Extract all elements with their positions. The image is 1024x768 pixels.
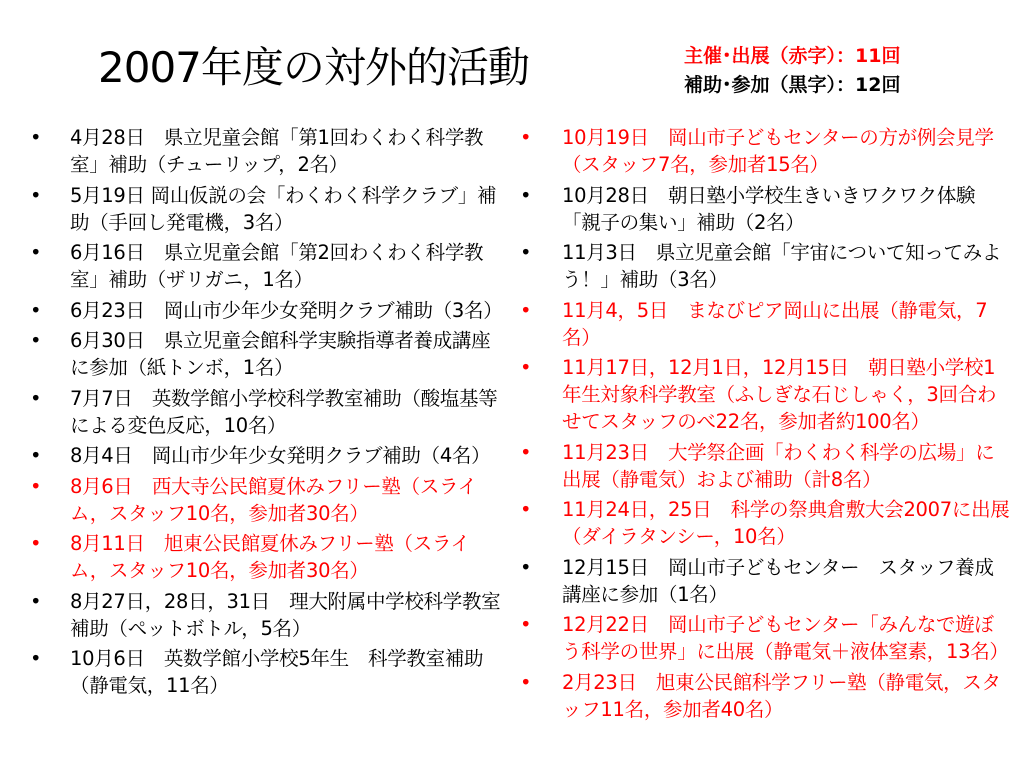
list-item xyxy=(30,442,505,469)
list-item xyxy=(30,327,505,381)
item-text: 7月7日 英数学館小学校科学教室補助（酸塩基等による変色反応，10名） xyxy=(70,386,498,437)
item-text: 8月4日 岡山市少年少女発明クラブ補助（4名） xyxy=(70,444,491,467)
list-item xyxy=(520,354,1010,435)
item-text: 11月3日 県立児童会館「宇宙について知ってみよう！」補助（3名） xyxy=(562,241,1002,291)
bullet-icon: • xyxy=(30,241,42,264)
item-text: 6月30日 県立児童会館科学実験指導者養成講座に参加（紙トンボ，1名） xyxy=(70,329,491,379)
list-item xyxy=(520,554,1010,608)
list-item xyxy=(520,239,1010,293)
list-item xyxy=(30,588,505,642)
bullet-icon: • xyxy=(30,589,42,613)
bullet-icon: • xyxy=(520,356,532,379)
legend-assisted: 補助･参加（黒字）：12回 xyxy=(684,74,901,96)
item-text: 12月22日 岡山市子どもセンター「みんなで遊ぼう科学の世界」に出展（静電気＋液体窒素，13名） xyxy=(562,613,1009,663)
item-text: 10月6日 英数学館小学校5年生 科学教室補助（静電気，11名） xyxy=(70,647,484,697)
list-item xyxy=(30,239,505,293)
list-item xyxy=(30,530,505,584)
activity-list-left xyxy=(30,124,505,703)
bullet-icon: • xyxy=(520,613,532,636)
bullet-icon: • xyxy=(30,386,42,410)
item-text: 11月17日，12月1日，12月15日 朝日塾小学校1年生対象科学教室（ふしぎな石じしゃく，3回合わせてスタッフのべ22名，参加者約100名） xyxy=(562,356,997,433)
bullet-icon: • xyxy=(30,329,42,352)
legend-organized: 主催･出展（赤字）：11回 xyxy=(684,45,901,67)
bullet-icon: • xyxy=(30,444,42,467)
list-item xyxy=(30,124,505,178)
list-item xyxy=(30,473,505,527)
list-item xyxy=(520,669,1010,723)
list-item xyxy=(30,645,505,699)
bullet-icon: • xyxy=(520,440,532,464)
item-text: 12月15日 岡山市子どもセンター スタッフ養成講座に参加（1名） xyxy=(562,555,994,606)
list-item xyxy=(30,297,505,324)
item-text: 5月19日 岡山仮説の会「わくわく科学クラブ」補助（手回し発電機，3名） xyxy=(70,183,497,234)
list-item xyxy=(520,439,1010,493)
bullet-icon: • xyxy=(30,183,42,207)
list-item xyxy=(520,182,1010,236)
item-text: 10月19日 岡山市子どもセンターの方が例会見学（スタッフ7名，参加者15名） xyxy=(562,126,994,176)
bullet-icon: • xyxy=(30,474,42,498)
item-text: 8月11日 旭東公民館夏休みフリー塾（スライム，スタッフ10名，参加者30名） xyxy=(70,532,470,582)
bullet-icon: • xyxy=(30,298,42,322)
activity-list-right xyxy=(520,124,1010,726)
item-text: 11月23日 大学祭企画「わくわく科学の広場」に出展（静電気）および補助（計8名） xyxy=(562,440,995,491)
list-item xyxy=(30,385,505,439)
item-text: 11月24日，25日 科学の祭典倉敷大会2007に出展（ダイラタンシー，10名） xyxy=(562,498,1010,548)
list-item xyxy=(520,496,1010,550)
list-item xyxy=(520,611,1010,665)
item-text: 8月6日 西大寺公民館夏休みフリー塾（スライム，スタッフ10名，参加者30名） xyxy=(70,474,477,525)
bullet-icon: • xyxy=(30,647,42,670)
list-item xyxy=(520,124,1010,178)
bullet-icon: • xyxy=(520,241,532,264)
item-text: 8月27日，28日，31日 理大附属中学校科学教室補助（ペットボトル，5名） xyxy=(70,589,501,640)
bullet-icon: • xyxy=(30,126,42,149)
item-text: 2月23日 旭東公民館科学フリー塾（静電気，スタッフ11名，参加者40名） xyxy=(562,670,1001,721)
item-text: 10月28日 朝日塾小学校生きいきワクワク体験「親子の集い」補助（2名） xyxy=(562,183,976,234)
bullet-icon: • xyxy=(520,555,532,579)
item-text: 6月23日 岡山市少年少女発明クラブ補助（3名） xyxy=(70,298,503,322)
bullet-icon: • xyxy=(520,298,532,322)
bullet-icon: • xyxy=(30,532,42,555)
item-text: 4月28日 県立児童会館「第1回わくわく科学教室」補助（チューリップ，2名） xyxy=(70,126,484,176)
bullet-icon: • xyxy=(520,498,532,521)
bullet-icon: • xyxy=(520,670,532,694)
bullet-icon: • xyxy=(520,183,532,207)
list-item xyxy=(520,297,1010,351)
item-text: 6月16日 県立児童会館「第2回わくわく科学教室」補助（ザリガニ，1名） xyxy=(70,241,484,291)
item-text: 11月4，5日 まなびピア岡山に出展（静電気，7名） xyxy=(562,298,988,349)
bullet-icon: • xyxy=(520,126,532,149)
slide-title: 2007年度の対外的活動 xyxy=(98,43,529,92)
legend xyxy=(684,42,900,100)
list-item xyxy=(30,182,505,236)
